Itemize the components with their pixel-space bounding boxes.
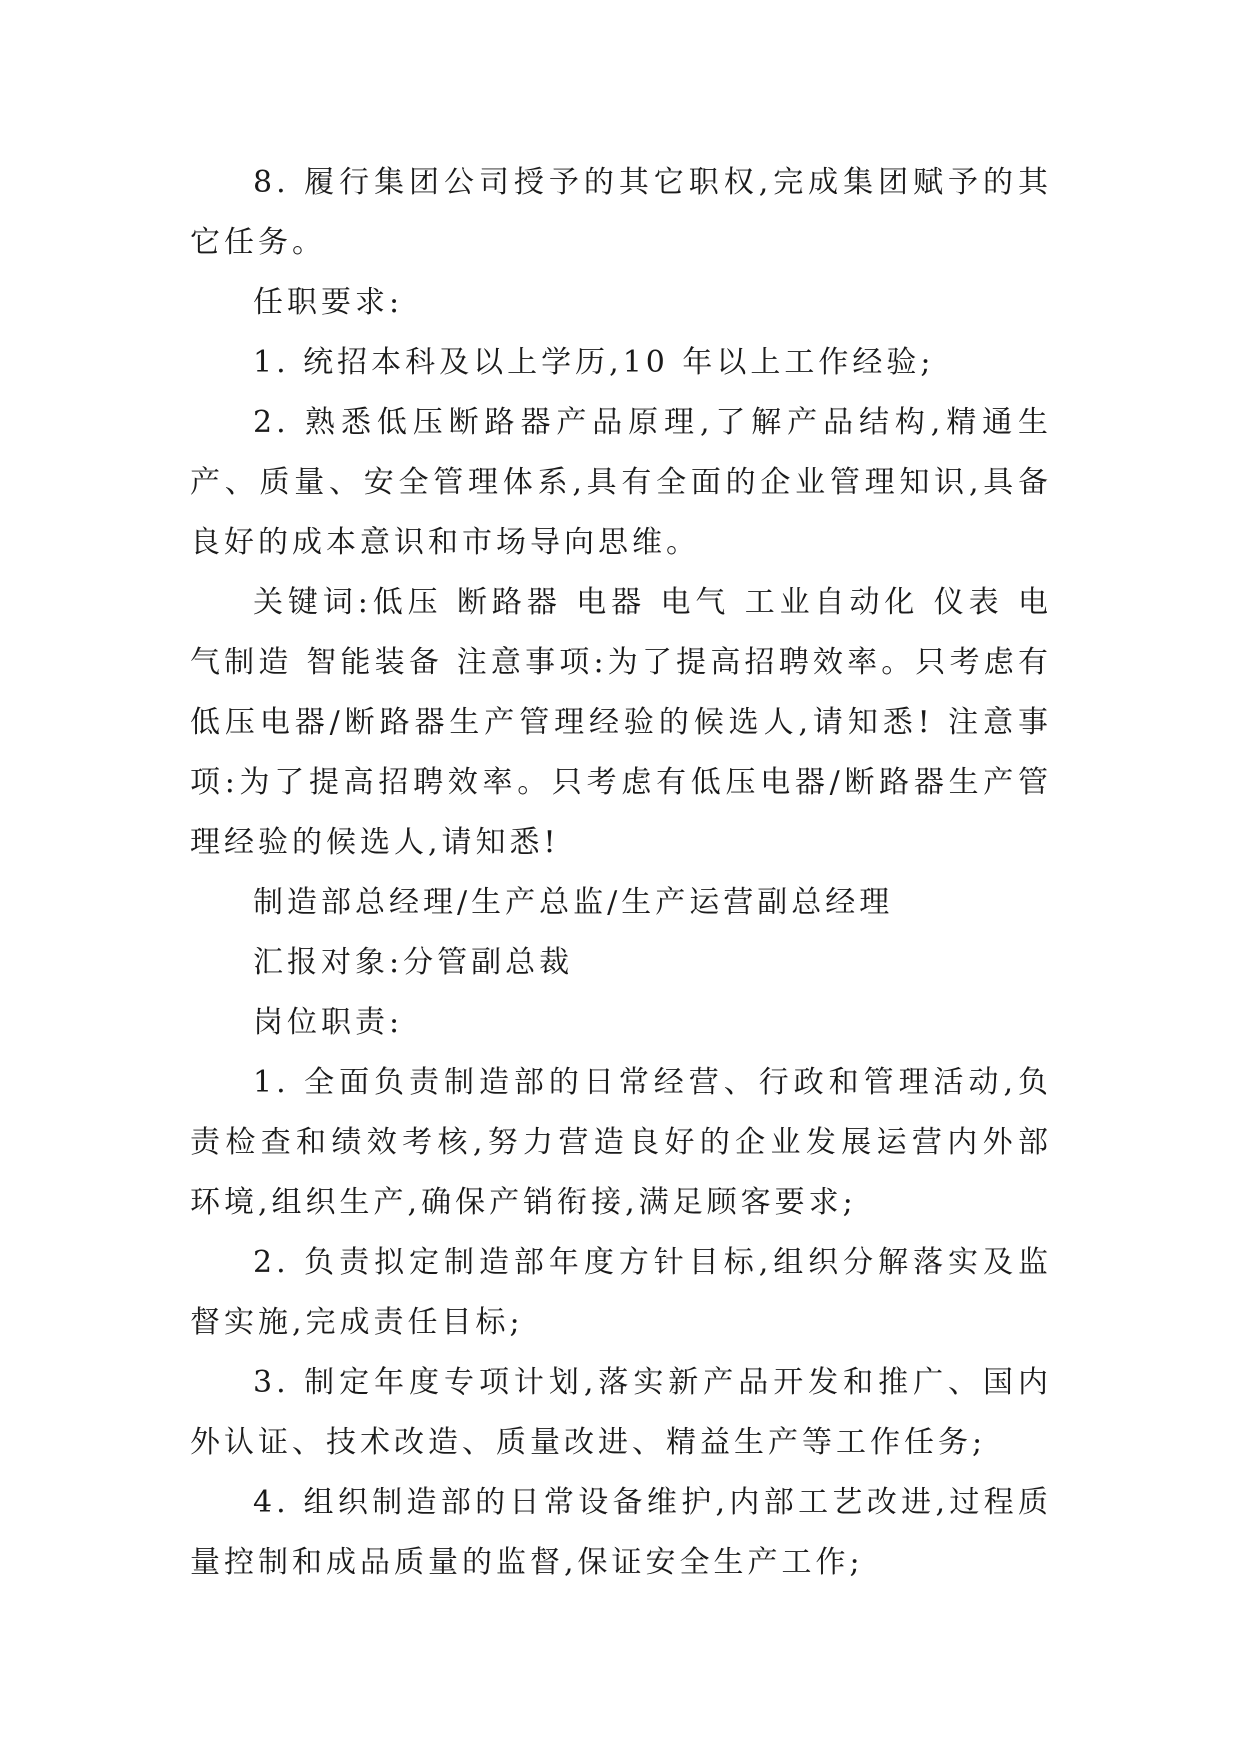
job-title: 制造部总经理/生产总监/生产运营副总经理 — [253, 885, 894, 920]
requirement-1: 1. 统招本科及以上学历,10 年以上工作经验; — [253, 345, 935, 380]
responsibility-4: 4. 组织制造部的日常设备维护,内部工艺改进,过程质量控制和成品质量的监督,保证安全生产工作; — [190, 1485, 1052, 1580]
document-body — [190, 153, 1052, 1593]
responsibility-2: 2. 负责拟定制造部年度方针目标,组织分解落实及监督实施,完成责任目标; — [190, 1245, 1052, 1340]
paragraph-duty-8: 8. 履行集团公司授予的其它职权,完成集团赋予的其它任务。 — [190, 165, 1052, 260]
reports-to: 汇报对象:分管副总裁 — [253, 945, 574, 980]
heading-responsibilities: 岗位职责: — [253, 1005, 404, 1040]
paragraph-keywords-notes: 关键词:低压 断路器 电器 电气 工业自动化 仪表 电气制造 智能装备 注意事项:为了提高招聘效率。只考虑有低压电器/断路器生产管理经验的候选人,请知悉! 注意事项:为了提高招聘效率。只考虑有低压电器/断路器生产管理经验的候选人,请知悉! — [190, 585, 1052, 860]
requirement-2: 2. 熟悉低压断路器产品原理,了解产品结构,精通生产、质量、安全管理体系,具有全面的企业管理知识,具备良好的成本意识和市场导向思维。 — [190, 405, 1052, 560]
responsibility-3: 3. 制定年度专项计划,落实新产品开发和推广、国内外认证、技术改造、质量改进、精益生产等工作任务; — [190, 1365, 1052, 1460]
heading-requirements: 任职要求: — [253, 285, 404, 320]
responsibility-1: 1. 全面负责制造部的日常经营、行政和管理活动,负责检查和绩效考核,努力营造良好的企业发展运营内外部环境,组织生产,确保产销衔接,满足顾客要求; — [190, 1065, 1052, 1220]
